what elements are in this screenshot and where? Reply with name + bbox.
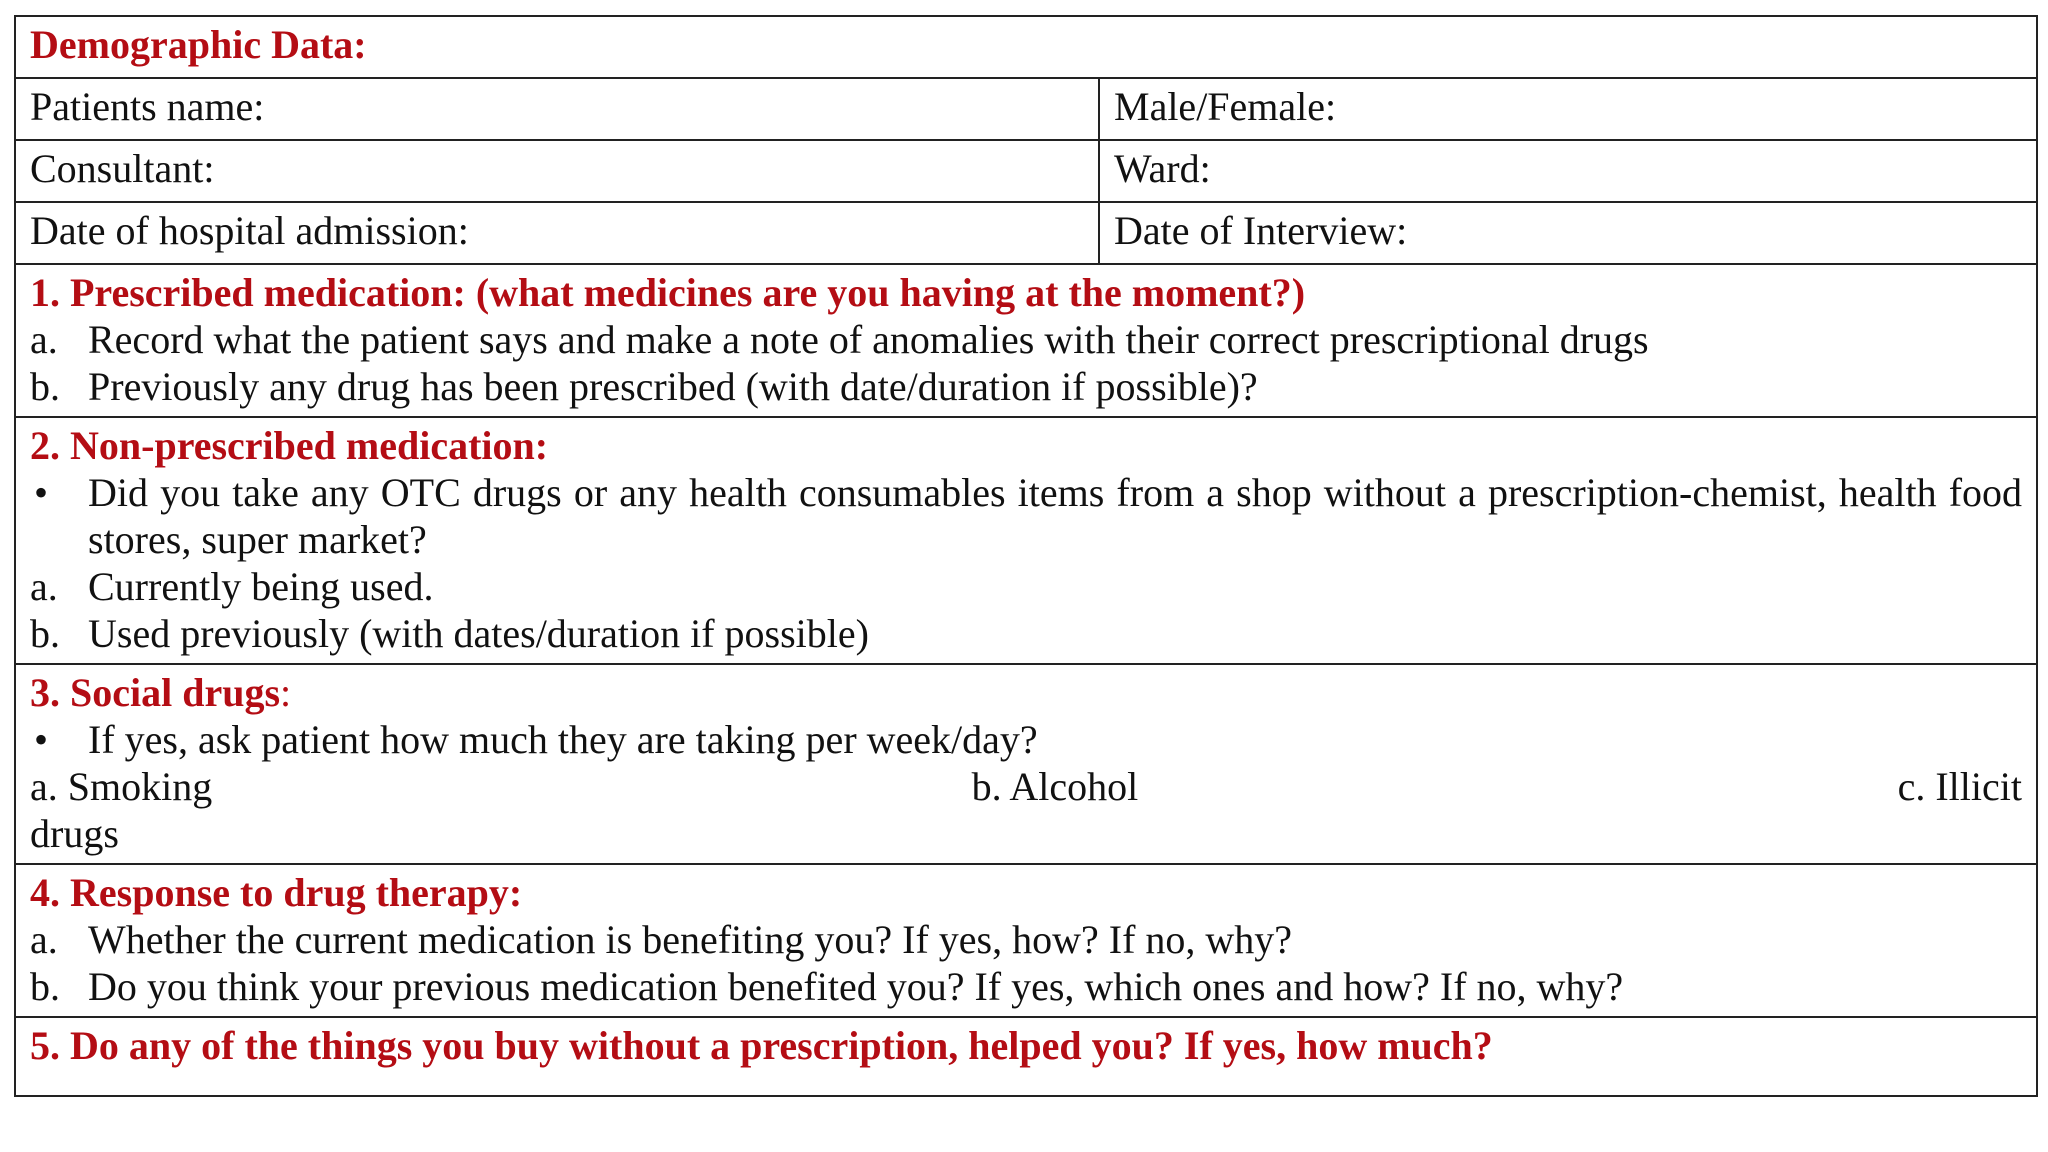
list-marker: b. — [30, 964, 60, 1009]
list-item — [30, 363, 2022, 410]
section-4-row — [15, 864, 2037, 1017]
demographic-row — [15, 202, 2037, 264]
option-alcohol: b. Alcohol — [971, 764, 1139, 809]
field-consultant[interactable]: Consultant: — [15, 140, 1099, 202]
list-item — [30, 316, 2022, 363]
section-2-row — [15, 417, 2037, 664]
section-3-social-drugs — [15, 664, 2037, 864]
list-marker: b. — [30, 364, 60, 409]
section-5-otc-help — [15, 1017, 2037, 1096]
section-5-title: 5. Do any of the things you buy without a prescription, helped you? If yes, how much? — [30, 1023, 1493, 1068]
field-gender[interactable]: Male/Female: — [1099, 78, 2037, 140]
list-marker: a. — [30, 564, 58, 609]
bullet-item — [30, 469, 2022, 563]
title-colon: : — [280, 670, 292, 715]
field-interview-date[interactable]: Date of Interview: — [1099, 202, 2037, 264]
field-admission-date[interactable]: Date of hospital admission: — [15, 202, 1099, 264]
list-marker: a. — [30, 917, 58, 962]
bullet-item — [30, 716, 2022, 763]
list-item — [30, 916, 2022, 963]
demographic-row — [15, 140, 2037, 202]
list-text: Used previously (with dates/duration if possible) — [88, 611, 869, 656]
section-2-non-prescribed-medication — [15, 417, 2037, 664]
section-2-title: 2. Non-prescribed medication: — [30, 423, 549, 468]
bullet-marker: • — [34, 470, 49, 515]
list-item — [30, 963, 2022, 1010]
option-smoking: a. Smoking — [30, 764, 213, 809]
section-3-row — [15, 664, 2037, 864]
list-text: Previously any drug has been prescribed (with date/duration if possible)? — [88, 364, 1258, 409]
demographic-row — [15, 78, 2037, 140]
bullet-marker: • — [34, 717, 49, 762]
list-text: Currently being used. — [88, 564, 434, 609]
section-title: Demographic Data: — [30, 22, 367, 67]
list-item — [30, 563, 2022, 610]
patient-interview-form — [14, 15, 2038, 1097]
list-text: Whether the current medication is benefiting you? If yes, how? If no, why? — [88, 917, 1293, 962]
section-4-title: 4. Response to drug therapy: — [30, 870, 523, 915]
list-text: Do you think your previous medication benefited you? If yes, which ones and how? If no, why? — [88, 964, 1624, 1009]
section-5-row — [15, 1017, 2037, 1096]
demographic-title — [15, 16, 2037, 78]
list-text: Record what the patient says and make a note of anomalies with their correct prescriptional drugs — [88, 317, 1649, 362]
list-marker: a. — [30, 317, 58, 362]
section-4-response-to-therapy — [15, 864, 2037, 1017]
section-1-row — [15, 264, 2037, 417]
field-patients-name[interactable]: Patients name: — [15, 78, 1099, 140]
section-1-title: 1. Prescribed medication: (what medicines are you having at the moment?) — [30, 270, 1306, 315]
section-3-title: 3. Social drugs — [30, 670, 281, 715]
bullet-text: If yes, ask patient how much they are taking per week/day? — [88, 717, 1038, 762]
option-illicit-continued: drugs — [30, 811, 119, 856]
list-item — [30, 610, 2022, 657]
option-illicit: c. Illicit — [1897, 764, 2022, 809]
field-ward[interactable]: Ward: — [1099, 140, 2037, 202]
list-marker: b. — [30, 611, 60, 656]
options-row — [30, 763, 2022, 810]
bullet-text: Did you take any OTC drugs or any health consumables items from a shop without a prescription-chemist, health food stores, super market? — [88, 470, 2023, 562]
section-1-prescribed-medication — [15, 264, 2037, 417]
demographic-header-row — [15, 16, 2037, 78]
section-3-title-line — [30, 669, 2022, 716]
